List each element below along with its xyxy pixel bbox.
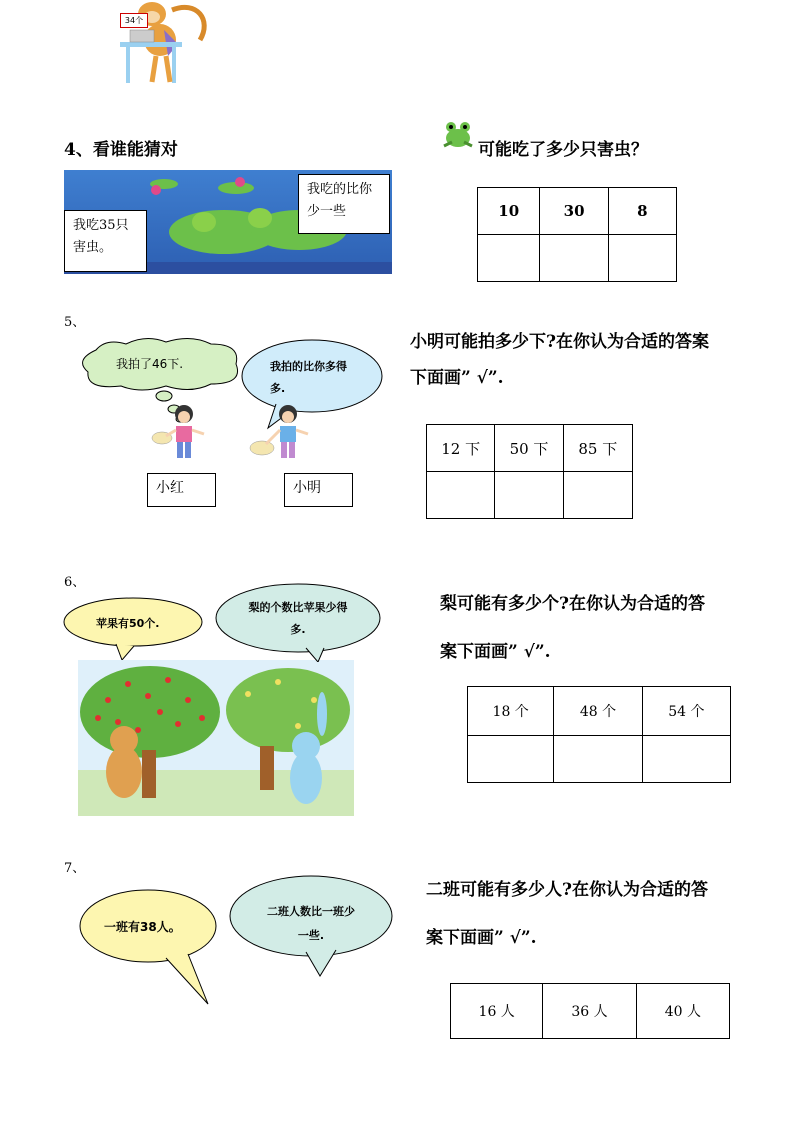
q6-question-line1: 梨可能有多少个?在你认为合适的答	[440, 594, 705, 614]
boy-figure	[248, 404, 318, 462]
q4-option: 8	[608, 188, 676, 235]
q5-question-line2: 下面画” √”.	[410, 368, 504, 388]
q4-bubble-left: 我吃35只害虫。	[64, 210, 147, 272]
q6-option: 18 个	[468, 687, 554, 736]
q5-question-line1: 小明可能拍多少下?在你认为合适的答案	[410, 332, 709, 352]
q6-number: 6、	[64, 575, 86, 590]
q4-answer-table	[477, 187, 677, 282]
q4-option: 30	[540, 188, 608, 235]
q6-bubble-right	[244, 597, 352, 641]
q4-question: 可能吃了多少只害虫？	[478, 140, 648, 160]
q7-option[interactable]: 16 人	[451, 984, 543, 1039]
q7-option[interactable]: 40 人	[636, 984, 729, 1039]
q6-bubble-left: 苹果有50个.	[96, 617, 160, 630]
q4-bubble-right: 我吃的比你少一些	[298, 174, 390, 234]
q5-answer-cell[interactable]	[495, 472, 563, 519]
q4-answer-cell[interactable]	[478, 235, 540, 282]
q7-speech-left	[78, 888, 218, 1006]
q4-answer-cell[interactable]	[540, 235, 608, 282]
q4-option: 10	[478, 188, 540, 235]
q5-option: 85 下	[563, 425, 632, 472]
q6-option: 54 个	[642, 687, 730, 736]
q5-option: 12 下	[427, 425, 495, 472]
q6-answer-cell[interactable]	[642, 736, 730, 783]
q7-bubble-right	[262, 900, 360, 948]
q7-number: 7、	[64, 861, 86, 876]
q5-bubble-right-text: 我拍的比你多得多.	[270, 360, 347, 395]
q5-answer-table	[426, 424, 633, 519]
q6-orchard-image	[78, 660, 354, 816]
q7-option[interactable]: 36 人	[543, 984, 636, 1039]
q6-answer-cell[interactable]	[554, 736, 642, 783]
q5-bubble-left: 我拍了46下.	[116, 357, 184, 371]
q7-bubble-left: 一班有38人。	[104, 920, 181, 934]
girl-figure	[150, 404, 214, 462]
monkey-count-tag: 34个	[120, 13, 148, 28]
q6-option: 48 个	[554, 687, 642, 736]
q7-question-line2: 案下面画” √”.	[426, 928, 537, 948]
q7-question-line1: 二班可能有多少人?在你认为合适的答	[426, 880, 708, 900]
q5-answer-cell[interactable]	[563, 472, 632, 519]
q5-name-right: 小明	[284, 473, 353, 507]
q5-answer-cell[interactable]	[427, 472, 495, 519]
q4-answer-cell[interactable]	[608, 235, 676, 282]
q5-number: 5、	[64, 315, 86, 330]
frog-icon	[440, 116, 476, 152]
q5-option: 50 下	[495, 425, 563, 472]
q4-title: 4、看谁能猜对	[64, 140, 178, 160]
q5-bubble-right	[270, 356, 360, 400]
q7-bubble-right-text: 二班人数比一班少一些.	[267, 905, 355, 942]
q6-answer-cell[interactable]	[468, 736, 554, 783]
q6-bubble-right-text: 梨的个数比苹果少得多.	[248, 601, 348, 636]
q7-answer-table	[450, 983, 730, 1039]
q6-answer-table	[467, 686, 731, 783]
q5-name-left: 小红	[147, 473, 216, 507]
q6-question-line2: 案下面画” √”.	[440, 642, 551, 662]
